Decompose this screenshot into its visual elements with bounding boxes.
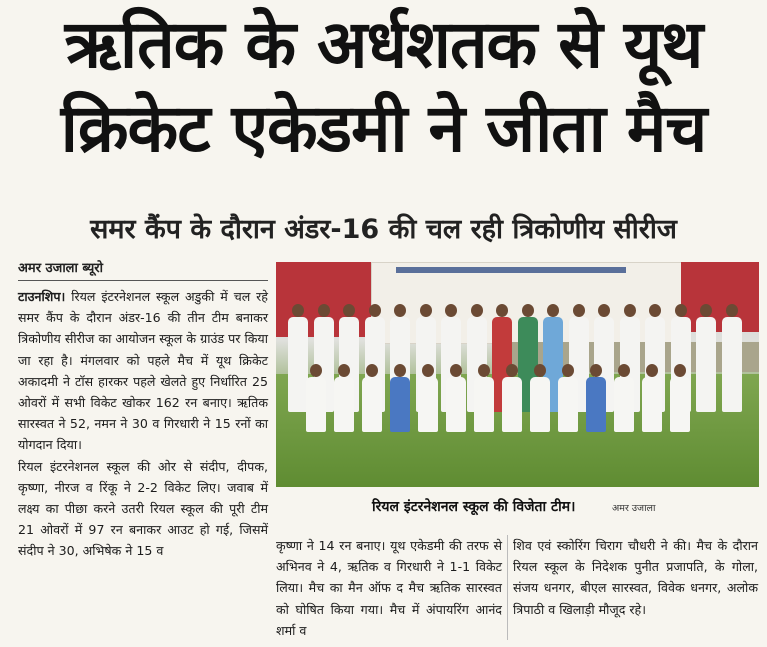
article-column-left (18, 286, 268, 562)
photo-building-sign (396, 267, 626, 273)
headline-line-2: क्रिकेट एकेडमी ने जीता मैच (60, 90, 707, 167)
article-column-right: शिव एवं स्कोरिंग चिराग चौधरी ने की। मैच के दौरान रियल स्कूल के निदेशक पुनीत प्रजापति, के गोला, संजय धनगर, बीएल सारस्वत, विवेक धनगर, अलोक त्रिपाठी व खिलाड़ी मौजूद रहे। (513, 538, 758, 617)
article-column-left-text: रियल इंटरनेशनल स्कूल अडुकी में चल रहे समर कैंप के दौरान अंडर-16 की तीन टीम बनाकर त्रिकोणीय सीरीज का आयोजन स्कूल के ग्राउंड पर किया जा रहा है। मंगलवार को पहले मैच में यूथ क्रिकेट अकादमी ने टॉस हारकर पहले खेलते हुए निर्धारित 25 ओवरों में सभी विकेट खोकर 162 रन बनाए। ऋतिक सारस्वत ने 52, नमन ने 30 व गिरधारी ने 15 रनों का योगदान दिया। रियल इंटरनेशनल स्कूल की ओर से संदीप, दीपक, कृष्णा, नीरज व रिंकू ने 2-2 विकेट लिए। जवाब में लक्ष्य का पीछा करने उतरी रियल स्कूल की पूरी टीम 21 ओवरों में 97 रन बनाकर आउट हो गई, जिसमें संदीप ने 30, अभिषेक ने 15 व (18, 289, 268, 559)
subheadline: समर कैंप के दौरान अंडर-16 की चल रही त्रिकोणीय सीरीज (90, 214, 677, 245)
team-photo (276, 262, 759, 487)
photo-red-wall-right (681, 262, 759, 332)
byline-divider (18, 280, 268, 281)
photo-caption: रियल इंटरनेशनल स्कूल की विजेता टीम। (372, 499, 576, 515)
article-column-middle: कृष्णा ने 14 रन बनाए। यूथ एकेडमी की तरफ से अभिनव ने 4, ऋतिक व गिरधारी ने 1-1 विकेट लिया। मैच का मैन ऑफ द मैच ऋतिक सारस्वत को घोषित किया गया। मैच में अंपायरिंग आनंद शर्मा व (276, 538, 502, 638)
byline: अमर उजाला ब्यूरो (18, 261, 103, 276)
headline-line-1: ऋतिक के अर्धशतक से यूथ (64, 6, 703, 83)
photo-credit: अमर उजाला (612, 503, 656, 514)
dateline: टाउनशिप। (18, 289, 66, 304)
column-divider (507, 535, 508, 640)
